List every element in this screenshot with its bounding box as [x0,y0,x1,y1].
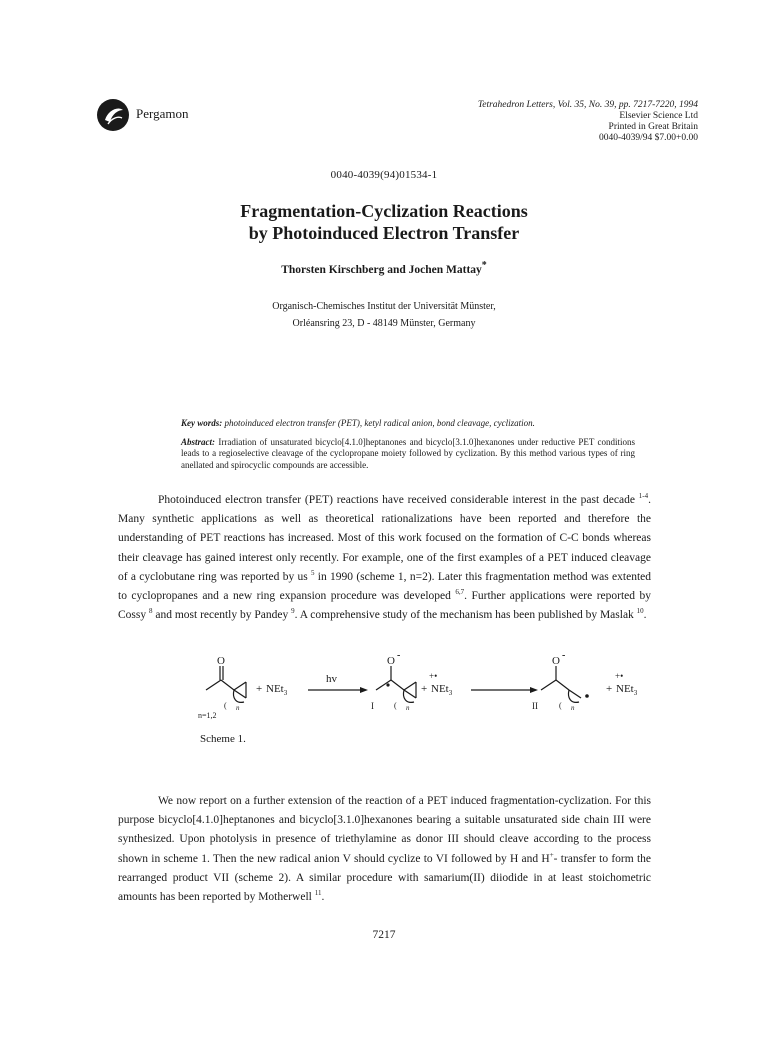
publisher-name: Pergamon [136,106,189,121]
ring-paren-3: ( [559,701,562,710]
amine-2 [431,683,453,697]
p1-text-d: . Further applications were reported by Cossy [118,590,651,622]
corresponding-author-mark: * [481,260,487,272]
ring-paren-2: ( [394,701,397,710]
abstract [181,437,635,472]
ref-9: 9 [291,607,295,616]
title-line-2: by Photoinduced Electron Transfer [248,223,520,243]
amine-2-text: NEt [431,683,449,695]
charge-minus-2: - [562,652,566,661]
author-names: Thorsten Kirschberg and Jochen Mattay [281,264,482,276]
journal-info [478,100,698,144]
radical-dot-2 [585,694,589,698]
keywords-text: photoinduced electron transfer (PET), ketyl radical anion, bond cleavage, cyclization. [222,418,535,428]
ref-10: 10 [636,607,644,616]
amine-3-sub: 3 [633,689,638,697]
ring-n-3: n [571,704,575,712]
charge-minus-1: - [397,652,401,661]
radical-anion-I-structure [376,666,416,702]
plus-sign-2: + [421,683,428,695]
journal-publisher: Elsevier Science Ltd [619,111,698,121]
doi-line: 0040-4039(94)01534-1 [330,169,438,181]
oxygen-label-1: O [217,655,225,667]
scheme-caption: Scheme 1. [200,733,246,745]
p1-text-e: and most recently by Pandey [152,609,292,622]
publisher-logo [96,98,130,132]
ref-5: 5 [311,568,315,577]
title-line-1: Fragmentation-Cyclization Reactions [240,201,528,221]
p1-text-a: Photoinduced electron transfer (PET) reactions have received considerable interest in the past decade [158,494,639,506]
p1-text-g: . [643,609,647,622]
journal-printed: Printed in Great Britain [608,122,698,132]
distonic-radical-anion-II-structure [541,666,581,702]
page-number: 7217 [372,929,396,941]
p2-text-b: - transfer to form the rearranged product VII (scheme 2). A similar procedure with samarium(II) diiodide in at least stoichometric amounts has been reported by Motherwell [118,852,651,904]
plus-sign-1: + [256,683,263,695]
article-title [0,200,768,244]
abstract-block [181,418,635,471]
body-paragraph-1 [118,491,651,625]
arrowhead-1 [360,687,368,693]
p1-text-c: in 1990 (scheme 1, n=2). Later this fragmentation method was extented to cyclopropanes and a new ring expansion procedure was developed [118,570,651,603]
p2-text-a: We now report on a further extension of the reaction of a PET induced fragmentation-cyclization. For this purpose bicyclo[4.1.0]heptanones and bicyclo[3.1.0]hexanones bearing a suitable unsaturated side chain III were synthesized. Upon photolysis in presence of triethylamine as donor III should cleave according to the process shown in scheme 1. Then the new radical anion V should cyclize to VI followed by H and H [118,795,651,865]
arrowhead-2 [530,687,538,693]
journal-citation: Tetrahedron Letters, Vol. 35, No. 39, pp. 7217-7220, 1994 [477,100,698,110]
ring-paren-1: ( [224,701,227,710]
ring-n-1: n [236,704,240,712]
ref-8: 8 [149,607,153,616]
keywords [181,418,635,430]
amine-2-sub: 3 [448,689,453,697]
ref-1-4: 1-4 [638,492,649,501]
hv-label: hv [326,673,337,685]
label-II: II [532,701,538,711]
affiliation [0,298,768,332]
ref-11: 11 [314,889,322,898]
amine-1-text: NEt [266,683,284,695]
n-values: n=1,2 [198,711,217,720]
affiliation-line-1: Organisch-Chemisches Institut der Universität Münster, [272,301,496,312]
amine-1 [266,683,288,697]
authors [0,260,768,276]
radical-cation-mark-1: +• [429,671,438,681]
ref-6-7: 6,7 [455,588,465,597]
p1-text-f: . A comprehensive study of the mechanism has been published by Maslak [294,609,637,622]
radical-dot-1 [386,683,389,686]
scheme-1-diagram [188,652,658,724]
abstract-label: Abstract: [181,436,216,447]
ring-n-2: n [406,704,410,712]
keywords-label: Key words: [181,418,223,428]
p2-superscript-plus: + [549,850,554,859]
plus-sign-3: + [606,683,613,695]
radical-cation-mark-2: +• [615,671,624,681]
affiliation-line-2: Orléansring 23, D - 48149 Münster, Germany [292,318,476,329]
journal-price: 0040-4039/94 $7.00+0.00 [598,133,698,143]
oxygen-label-2: O [387,655,395,667]
amine-1-sub: 3 [283,689,288,697]
oxygen-label-3: O [552,655,560,667]
amine-3-text: NEt [616,683,634,695]
abstract-text: Irradiation of unsaturated bicyclo[4.1.0]heptanones and bicyclo[3.1.0]hexanones under reductive PET conditions leads to a regioselective cleavage of the cyclopropane moiety followed by cyclization. By this method various types of ring anellated and spirocyclic compounds are accessible. [181,436,635,470]
amine-3 [616,683,638,697]
p2-text-c: . [321,891,325,904]
ketone-structure [206,666,246,702]
p1-text-b: . Many synthetic applications as well as theoretical rationalizations have been reported and therefore the understanding of PET reactions has increased. Most of this work focused on the formation of C-C bonds whereas their cleavage has gained interest only recently. For example, one of the first examples of a PET induced cleavage of a cyclobutane ring was reported by us [118,494,651,583]
body-paragraph-2 [118,792,651,907]
label-I: I [371,701,374,711]
